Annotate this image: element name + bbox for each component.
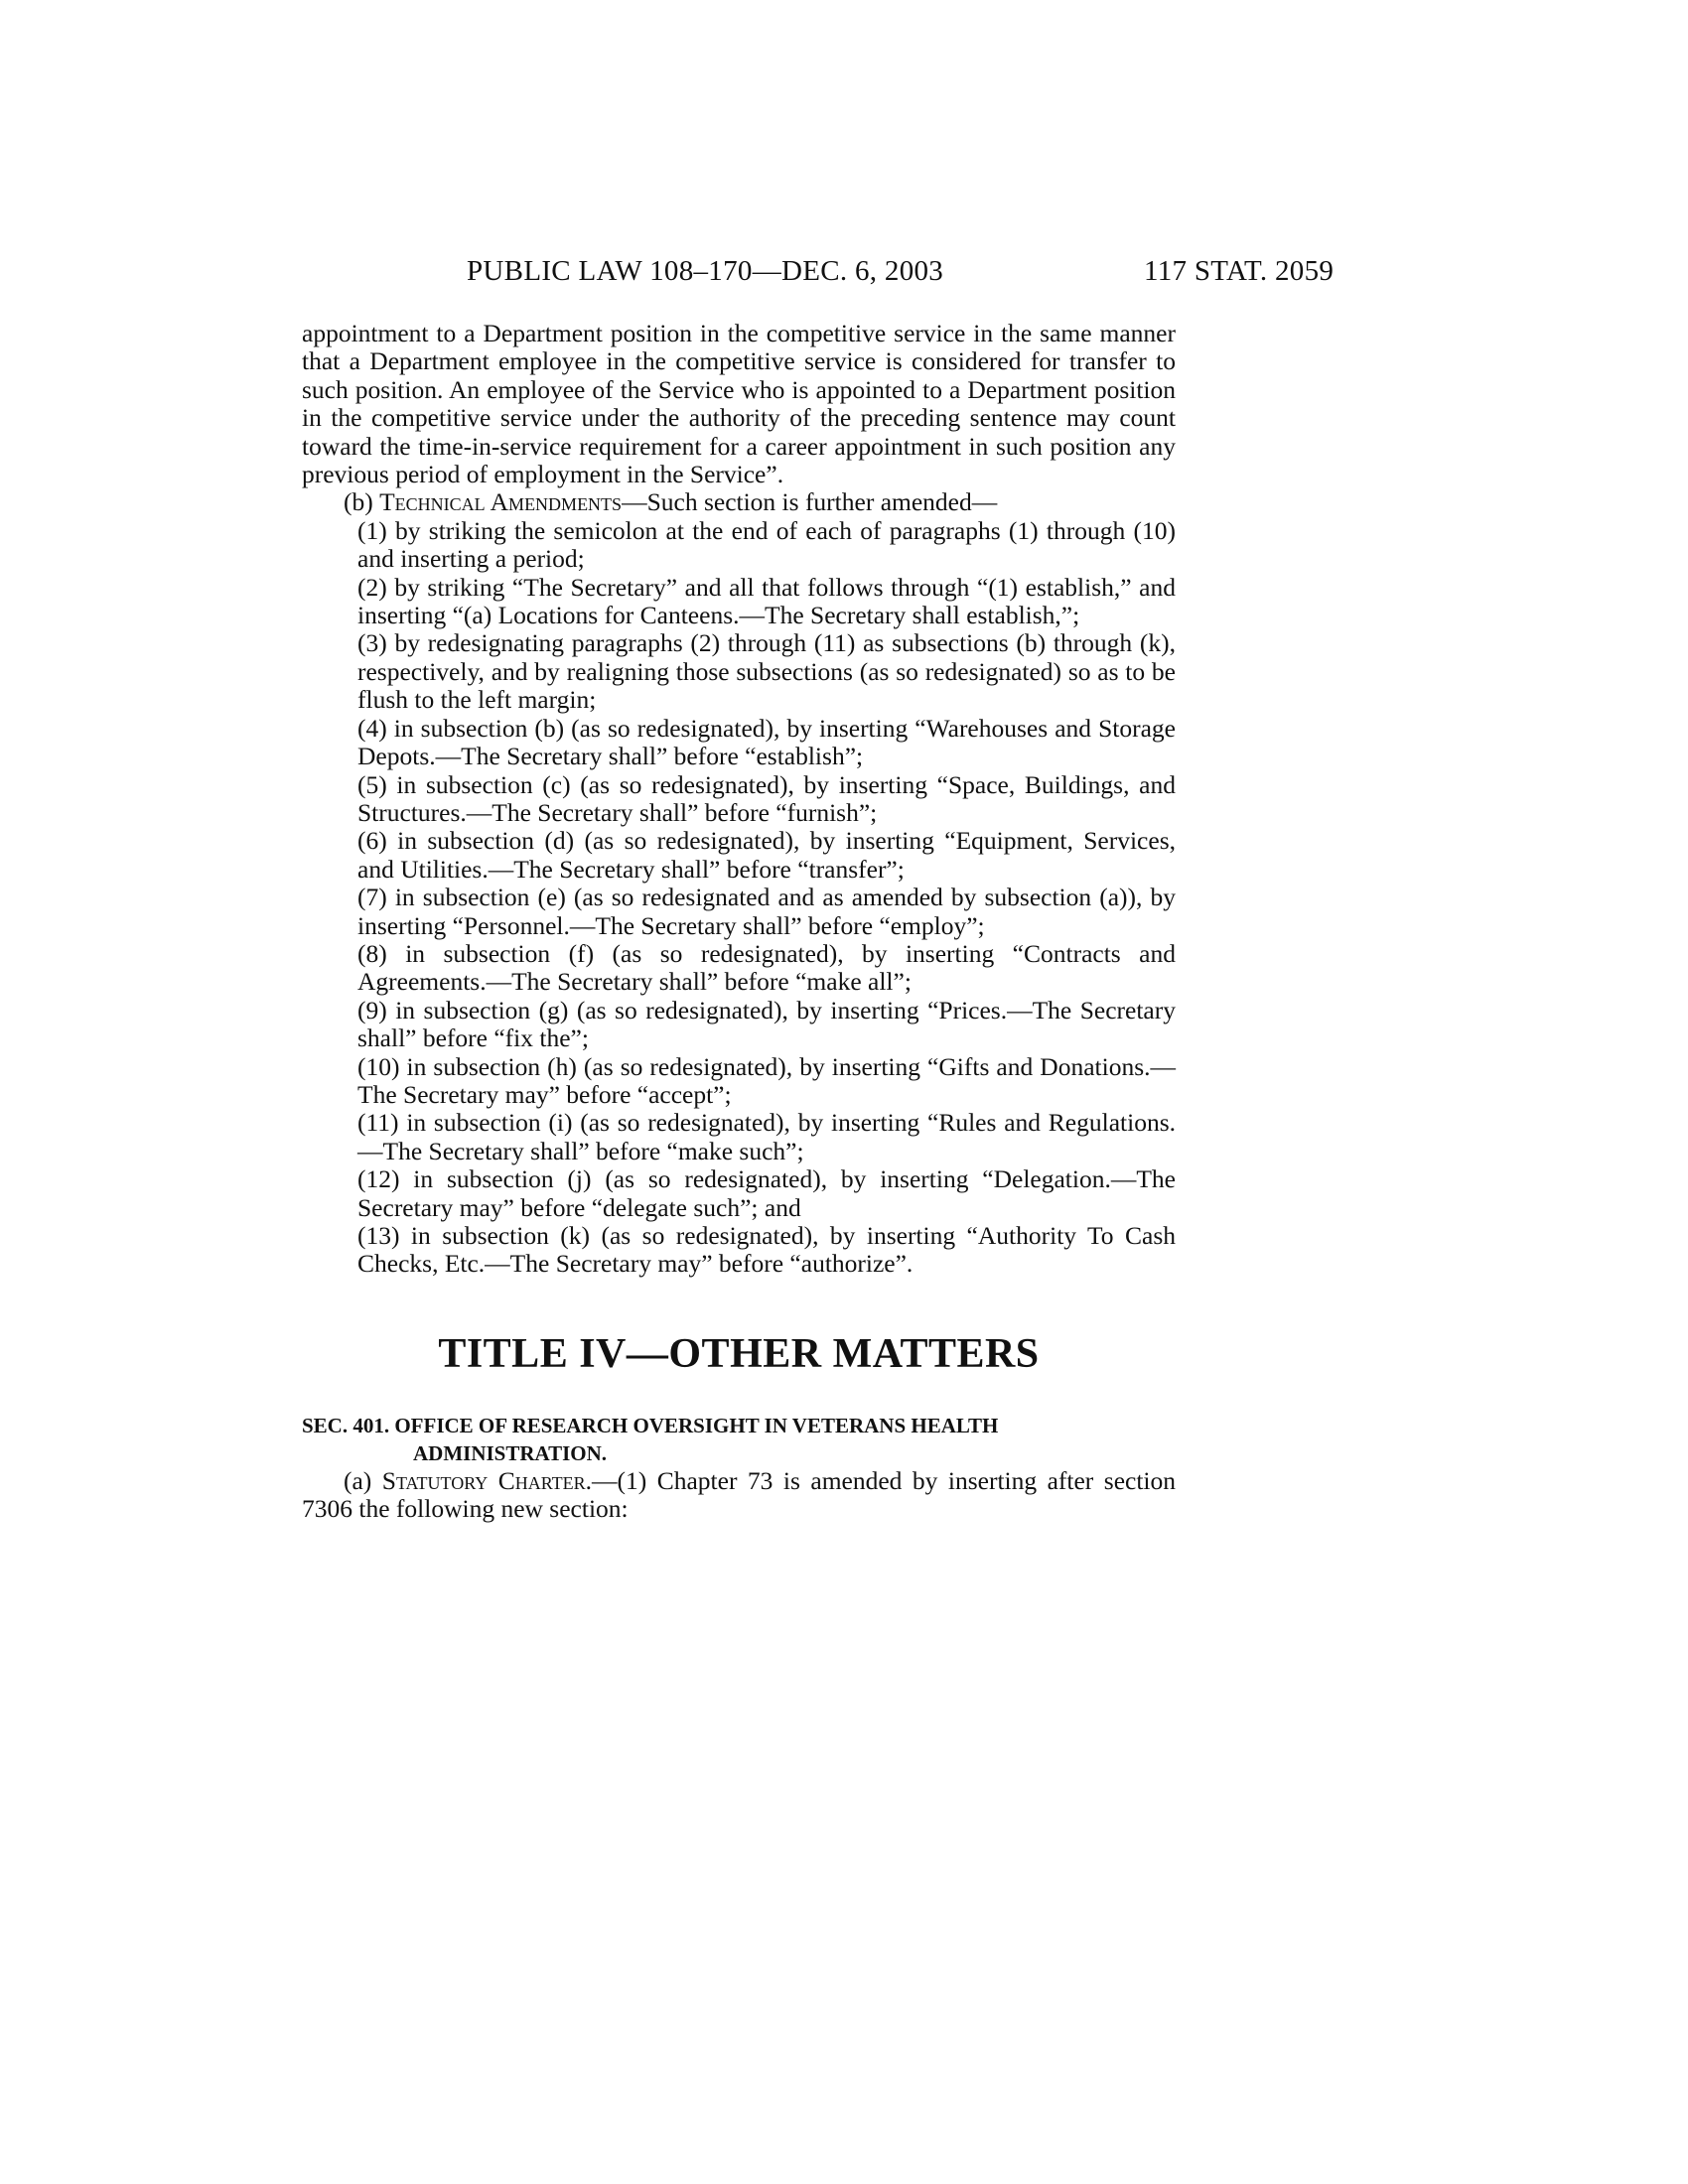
subsection-a-label: (a)	[344, 1465, 372, 1495]
subsection-b	[302, 488, 1176, 516]
section-heading: SEC. 401. OFFICE OF RESEARCH OVERSIGHT IN VETERANS HEALTH ADMINISTRATION.	[302, 1413, 999, 1465]
document-body	[302, 320, 1176, 1524]
list-item: (8) in subsection (f) (as so redesignated), by inserting “Contracts and Agreements.—The Secretary shall” before “make all”;	[357, 938, 1176, 997]
subsection-b-text: —Such section is further amended—	[622, 487, 998, 517]
list-item: (2) by striking “The Secretary” and all that follows through “(1) establish,” and inserting “(a) Locations for Canteens.—The Secretary shall establish,”;	[357, 572, 1176, 630]
list-item: (5) in subsection (c) (as so redesignated), by inserting “Space, Buildings, and Structures.—The Secretary shall” before “furnish”;	[357, 769, 1176, 827]
list-item: (3) by redesignating paragraphs (2) through (11) as subsections (b) through (k), respectively, and by realigning those subsections (as so redesignated) so as to be flush to the left margin;	[357, 628, 1176, 715]
list-item: (11) in subsection (i) (as so redesignated), by inserting “Rules and Regulations.—The Secretary shall” before “make such”;	[357, 1108, 1176, 1165]
statute-citation: 117 STAT. 2059	[1144, 255, 1335, 287]
list-item: (6) in subsection (d) (as so redesignated), by inserting “Equipment, Services, and Utilities.—The Secretary shall” before “transfer”;	[357, 826, 1176, 884]
list-item: (10) in subsection (h) (as so redesignated), by inserting “Gifts and Donations.—The Secretary may” before “accept”;	[357, 1051, 1176, 1109]
subsection-a-text: .—(1) Chapter 73 is amended by inserting after section 7306 the following new section:	[302, 1465, 1176, 1524]
subsection-b-label: (b)	[344, 487, 373, 517]
running-head: PUBLIC LAW 108–170—DEC. 6, 2003	[467, 255, 944, 287]
subsection-b-heading: Technical Amendments	[379, 487, 623, 517]
list-item: (7) in subsection (e) (as so redesignated and as amended by subsection (a)), by inserting “Personnel.—The Secretary shall” before “employ”;	[357, 883, 1176, 940]
list-item: (4) in subsection (b) (as so redesignated), by inserting “Warehouses and Storage Depots.—The Secretary shall” before “establish”;	[357, 713, 1176, 771]
subsection-a-heading: Statutory Charter	[381, 1465, 586, 1495]
subsection-a	[302, 1467, 1176, 1524]
continuation-paragraph: appointment to a Department position in the competitive service in the same manner that a Department employee in the competitive service is considered for transfer to such position. An employee of the Service who is appointed to a Department position in the competitive service under the authority of the preceding sentence may count toward the time-in-service requirement for a career appointment in such position any previous period of employment in the Service”.	[302, 319, 1176, 489]
page-header	[0, 255, 1688, 295]
amendment-list	[302, 517, 1176, 1279]
list-item: (1) by striking the semicolon at the end of each of paragraphs (1) through (10) and inserting a period;	[357, 515, 1176, 574]
list-item: (13) in subsection (k) (as so redesignated), by inserting “Authority To Cash Checks, Etc.—The Secretary may” before “authorize”.	[357, 1221, 1176, 1279]
title-heading: TITLE IV—OTHER MATTERS	[438, 1330, 1040, 1377]
list-item: (12) in subsection (j) (as so redesignated), by inserting “Delegation.—The Secretary may” before “delegate such”; and	[357, 1164, 1176, 1222]
list-item: (9) in subsection (g) (as so redesignated), by inserting “Prices.—The Secretary shall” before “fix the”;	[357, 995, 1176, 1053]
